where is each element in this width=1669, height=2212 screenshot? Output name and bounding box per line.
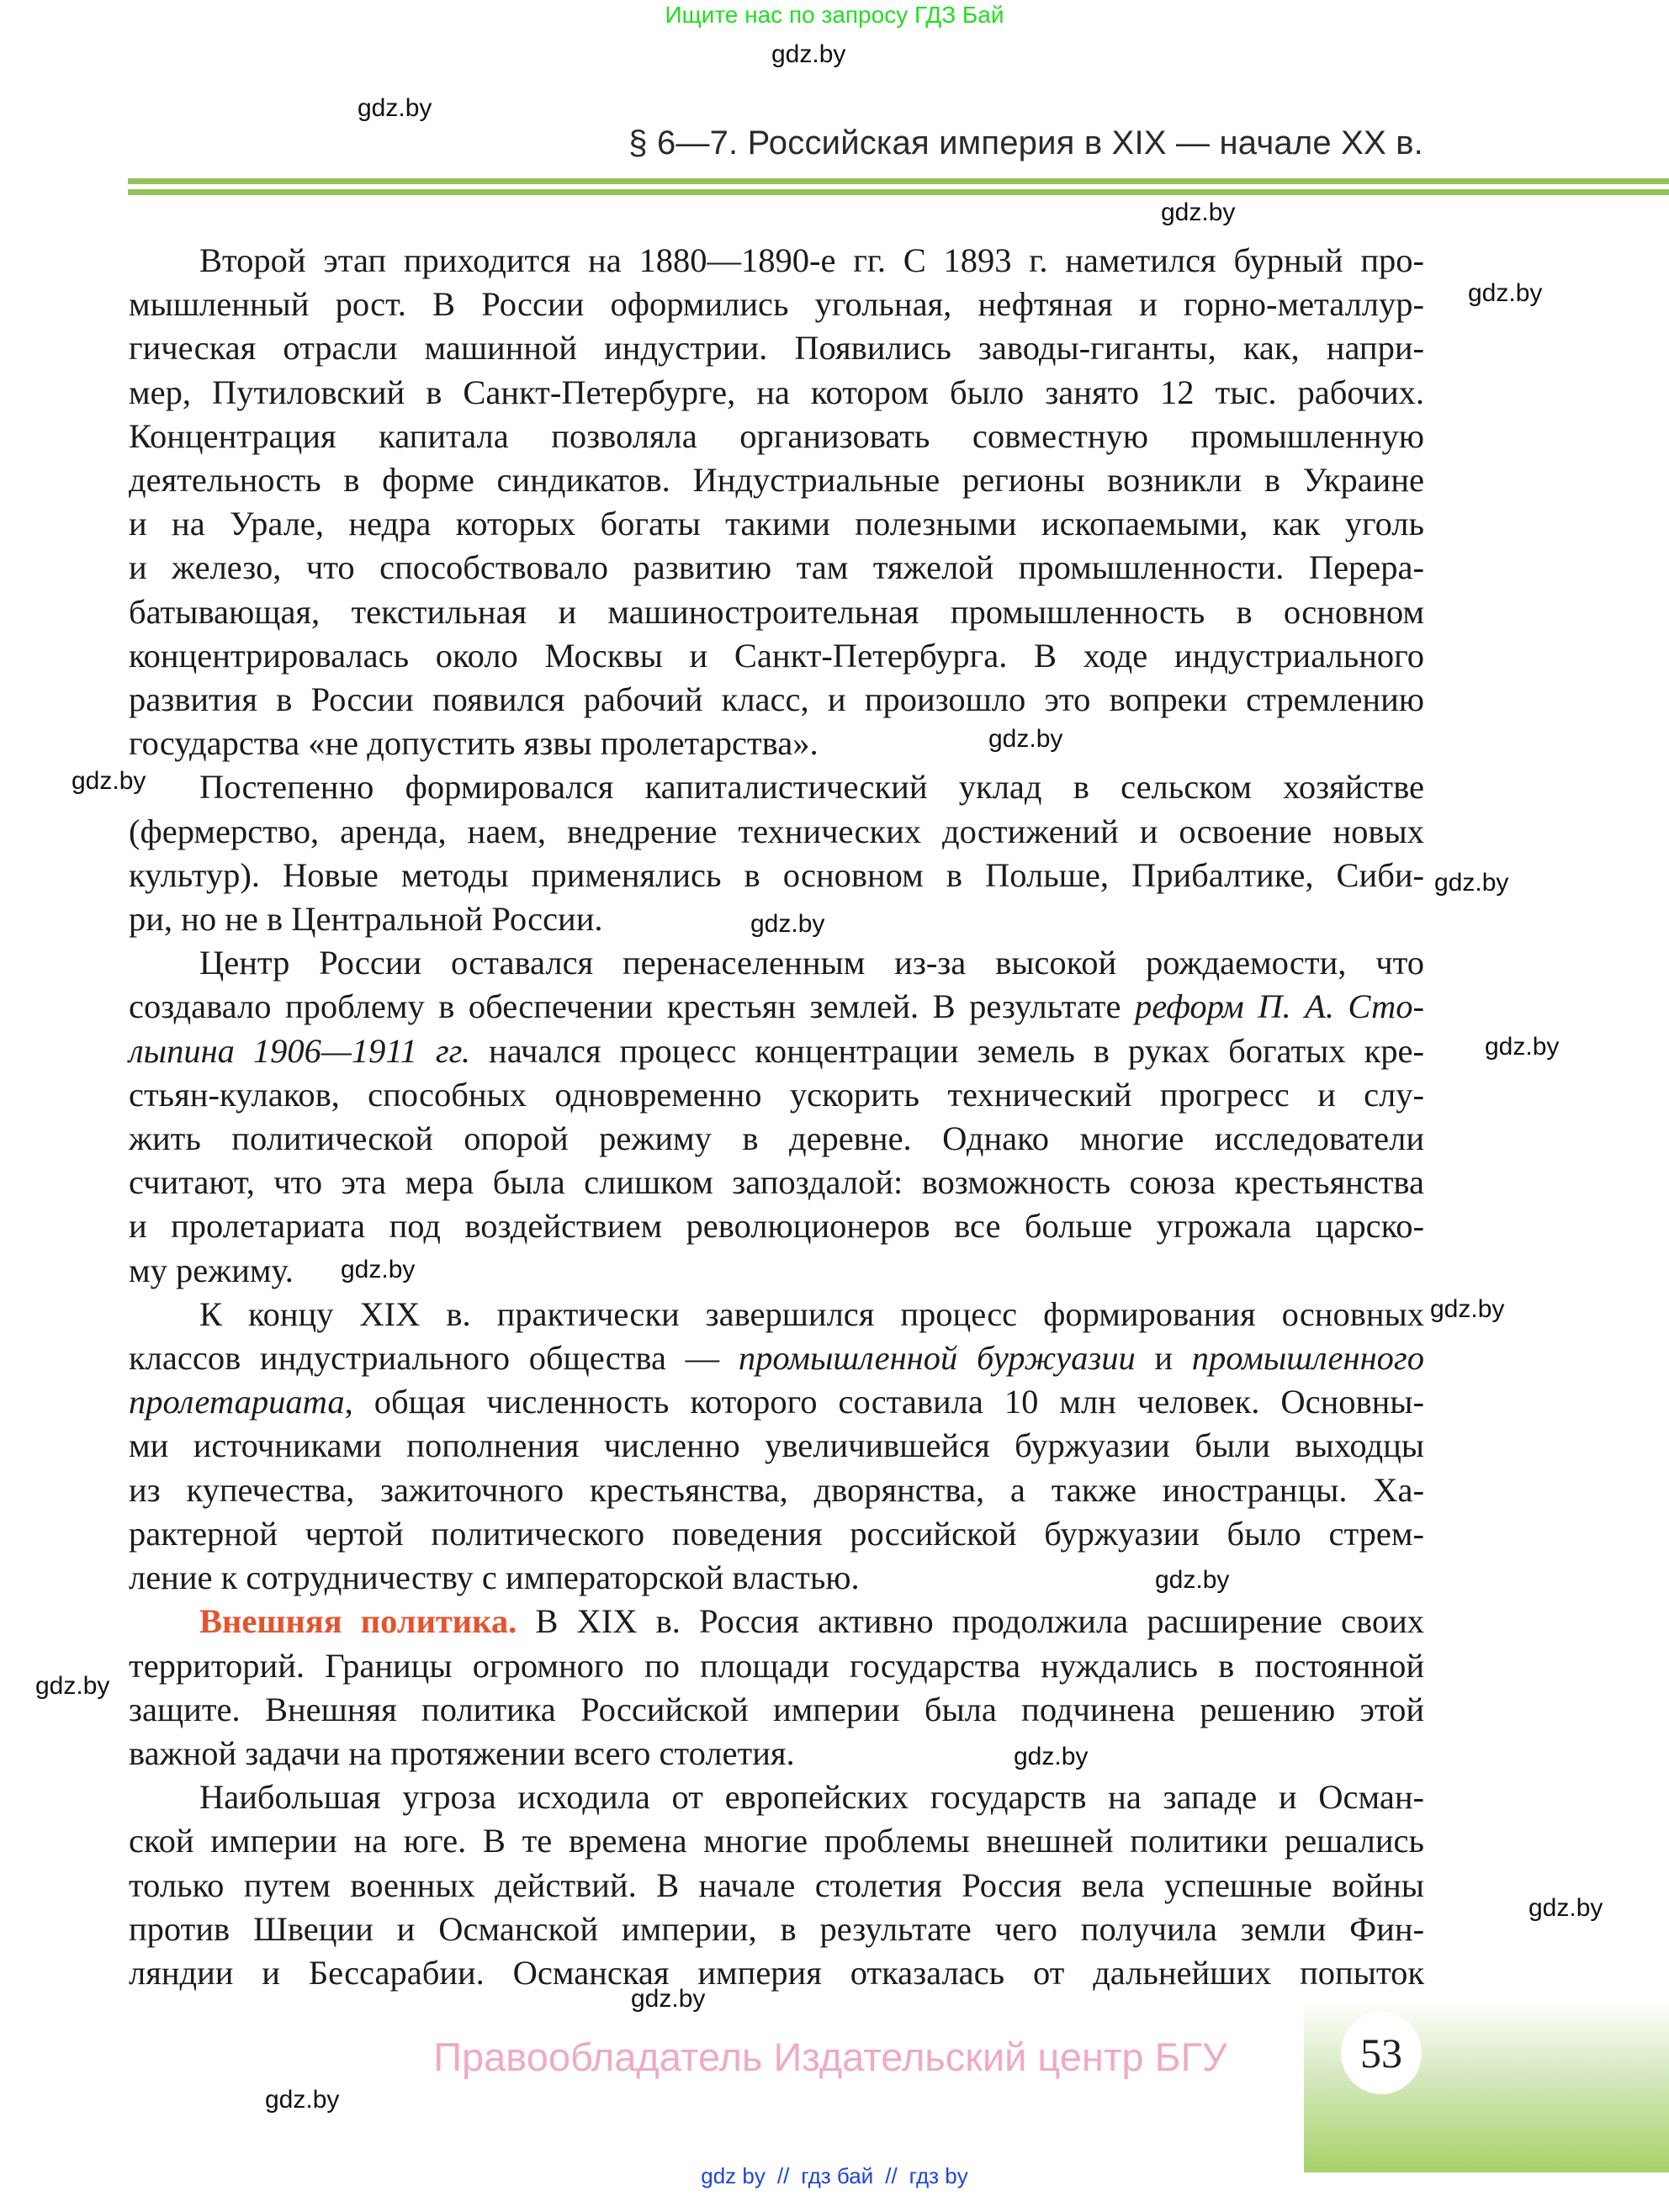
section-heading: Внешняя политика.	[199, 1602, 517, 1641]
watermark: gdz.by	[341, 1256, 416, 1283]
watermark: gdz.by	[750, 910, 825, 938]
watermark: gdz.by	[1468, 279, 1543, 307]
watermark: gdz.by	[1155, 1566, 1230, 1594]
watermark: gdz.by	[1430, 1295, 1505, 1323]
link-gdz-by-cyr[interactable]: гдз by	[909, 2163, 968, 2188]
emphasis: пролетариата	[129, 1383, 345, 1421]
link-gdz-bai[interactable]: гдз бай	[801, 2163, 874, 2188]
paragraph: Постепенно формировался капиталистический уклад в сельском хозяйстве (фермерство, аренда, наем, внедрение технических достижений и освоение новых культур). Новые методы применялись в основном в Польше, Прибалтике, Сиби- ри, но не в Центральной России.	[129, 768, 1424, 939]
watermark: gdz.by	[771, 40, 846, 68]
bottom-links	[0, 2163, 1669, 2189]
header-rule	[128, 178, 1669, 184]
watermark: gdz.by	[988, 725, 1063, 753]
paragraph: Второй этап приходится на 1880—1890-е гг. С 1893 г. наметился бурный про- мышленный рост. В России оформились угольная, нефтяная и горно-металлур- гическая отрасли машинной индустрии. Появились заводы-гиганты, как, напри- мер, Путиловский в Санкт-Петербурге, на котором было занято 12 тыс. рабочих. Концентрация капитала позволяла организовать совместную промышленную деятельность в форме синдикатов. Индустриальные регионы возникли в Украине и на Урале, недра которых богаты такими полезными ископаемыми, как уголь и железо, что способствовало развитию там тяжелой промышленности. Перера- батывающая, текстильная и машиностроительная промышленность в основном концентрировалась около Москвы и Санкт-Петербурга. В ходе индустриального развития в России появился рабочий класс, и произошло это вопреки стремлению государства «не допустить язвы пролетарства».	[129, 241, 1424, 763]
watermark: gdz.by	[1014, 1743, 1089, 1770]
watermark: gdz.by	[358, 94, 432, 122]
watermark: gdz.by	[72, 767, 146, 795]
page-number: 53	[1341, 2012, 1422, 2094]
watermark: gdz.by	[631, 1985, 706, 2013]
emphasis: промышленной буржуазии	[738, 1339, 1136, 1378]
watermark: gdz.by	[1529, 1894, 1603, 1922]
emphasis: промышленного	[1191, 1339, 1424, 1378]
link-separator: //	[776, 2163, 790, 2188]
link-gdz-by[interactable]: gdz by	[701, 2163, 766, 2188]
emphasis: реформ П. А. Сто-	[1134, 987, 1425, 1026]
body-text	[129, 239, 1424, 1995]
watermark: gdz.by	[265, 2086, 340, 2114]
paragraph: Центр России оставался перенаселенным из-за высокой рождаемости, что создавало проблему в обеспечении крестьян землей. В результате реформ П. А. Сто- лыпина 1906—1911 гг. начался процесс концентрации земель в руках богатых кре- стьян-кулаков, способных одновременно ускорить технический прогресс и слу- жить политической опорой режиму в деревне. Однако многие исследователи считают, что эта мера была слишком запоздалой: возможность союза крестьянства и пролетариата под воздействием революционеров все больше угрожала царско- му режиму.	[129, 944, 1425, 1289]
watermark: gdz.by	[1434, 869, 1509, 897]
paragraph: Наибольшая угроза исходила от европейских государств на западе и Осман- ской империи на юге. В те времена многие проблемы внешней политики решались только путем военных действий. В начале столетия Россия вела успешные войны против Швеции и Османской империи, в результате чего получила земли Фин- ляндии и Бессарабии. Османская империя отказалась от дальнейших попыток	[129, 1778, 1424, 1992]
watermark: gdz.by	[35, 1672, 110, 1700]
copyright-notice: Правообладатель Издательский центр БГУ	[433, 2035, 1227, 2079]
paragraph: Внешняя политика. В XIX в. Россия активно продолжила расширение своих территорий. Границы огромного по площади государства нуждались в постоянной защите. Внешняя политика Российской империи была подчинена решению этой важной задачи на протяжении всего столетия.	[129, 1602, 1424, 1772]
paragraph: К концу XIX в. практически завершился процесс формирования основных классов индустриального общества — промышленной буржуазии и промышленного пролетариата, общая численность которого составила 10 млн человек. Основны- ми источниками пополнения численно увеличившейся буржуазии были выходцы из купечества, зажиточного крестьянства, дворянства, а также иностранцы. Ха- рактерной чертой политического поведения российской буржуазии было стрем- ление к сотрудничеству с императорской властью.	[129, 1294, 1424, 1597]
search-banner: Ищите нас по запросу ГДЗ Бай	[665, 2, 1004, 28]
header-rule	[128, 189, 1669, 195]
watermark: gdz.by	[1485, 1033, 1560, 1061]
emphasis: лыпина 1906—1911 гг.	[129, 1031, 471, 1070]
link-separator: //	[885, 2163, 898, 2188]
chapter-header: § 6—7. Российская империя в XIX — начале XX в.	[628, 124, 1423, 161]
watermark: gdz.by	[1161, 198, 1236, 226]
